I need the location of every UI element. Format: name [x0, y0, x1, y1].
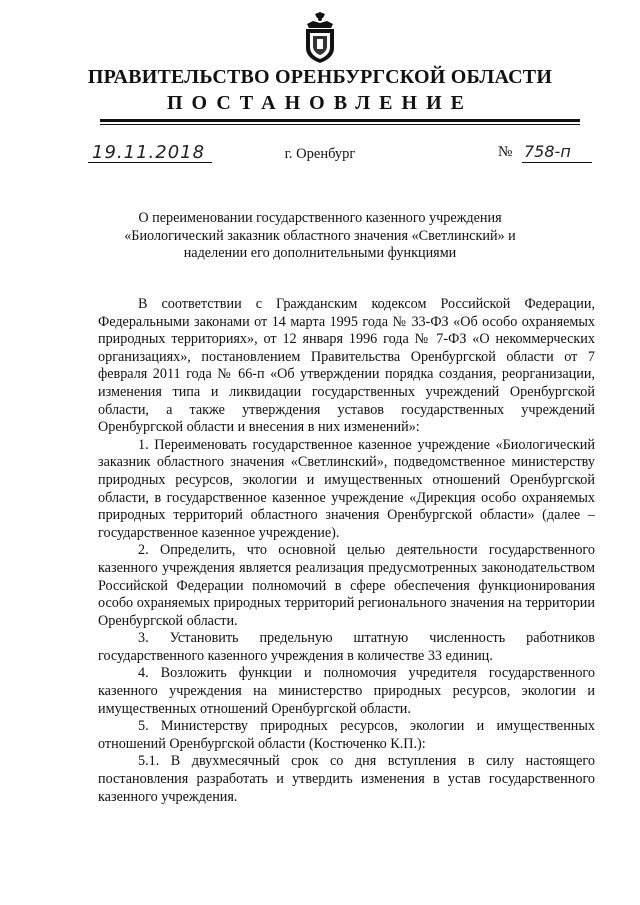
preamble-paragraph: В соответствии с Гражданским кодексом Российской Федерации, Федеральными законами от 14 марта 1995 года № 33-ФЗ «Об особо охраняемых природных территориях», от 12 января 1996 года № 7-ФЗ «О некоммерческих организациях», постановлением Правительства Оренбургской области от 7 февраля 2011 года № 66-п «Об утверждении порядка создания, реорганизации, изменения типа и ликвидации государственных учреждений Оренбургской области, а также утверждения уставов государственных учреждений Оренбургской области и внесения в них изменений»:: [98, 296, 595, 436]
number-sign: №: [498, 144, 513, 160]
clause-2: 2. Определить, что основной целью деятельности государственного казенного учреждения является реализация предусмотренных законодательством Российской Федерации полномочий в сфере обеспечения функционирования особо охраняемых природных территорий регионального значения на территории Оренбургской области.: [98, 542, 595, 629]
subject-line: «Биологический заказник областного значения «Светлинский» и: [124, 227, 516, 244]
subject-line: О переименовании государственного казенного учреждения: [138, 210, 502, 226]
clause-3: 3. Установить предельную штатную численность работников государственного казенного учреждения в количестве 33 единиц.: [98, 630, 595, 664]
number-underline: [522, 162, 592, 163]
clause-1: 1. Переименовать государственное казенное учреждение «Биологический заказник областного значения «Светлинский», подведомственное министерству природных ресурсов, экологии и имущественных отношений Оренбургской области, в государственное казенное учреждение «Дирекция особо охраняемых природных территорий областного значения Оренбургской области» (далее – государственное казенное учреждение).: [98, 436, 595, 541]
clause-5-1: 5.1. В двухмесячный срок со дня вступления в силу настоящего постановления разработать и утвердить изменения в устав государственного казенного учреждения.: [98, 753, 595, 805]
clause-5: 5. Министерству природных ресурсов, экологии и имущественных отношений Оренбургской области (Костюченко К.П.):: [98, 718, 595, 752]
clause-4: 4. Возложить функции и полномочия учредителя государственного казенного учреждения на министерство природных ресурсов, экологии и имущественных отношений Оренбургской области.: [98, 665, 595, 717]
government-title: ПРАВИТЕЛЬСТВО ОРЕНБУРГСКОЙ ОБЛАСТИ: [87, 66, 553, 88]
document-body: [98, 296, 595, 806]
subject-line: наделении его дополнительными функциями: [183, 245, 457, 261]
city-label: г. Оренбург: [284, 146, 356, 162]
date-value: 19.11.2018: [92, 142, 206, 163]
header-rule-thick: [100, 119, 580, 122]
header-rule-thin: [100, 124, 580, 125]
document-number: [498, 140, 598, 166]
oblast-coat-of-arms-icon: [303, 12, 337, 69]
number-value: 758-п: [524, 142, 571, 161]
document-type: ПОСТАНОВЛЕНИЕ: [167, 92, 473, 114]
document-subject: [110, 210, 530, 263]
